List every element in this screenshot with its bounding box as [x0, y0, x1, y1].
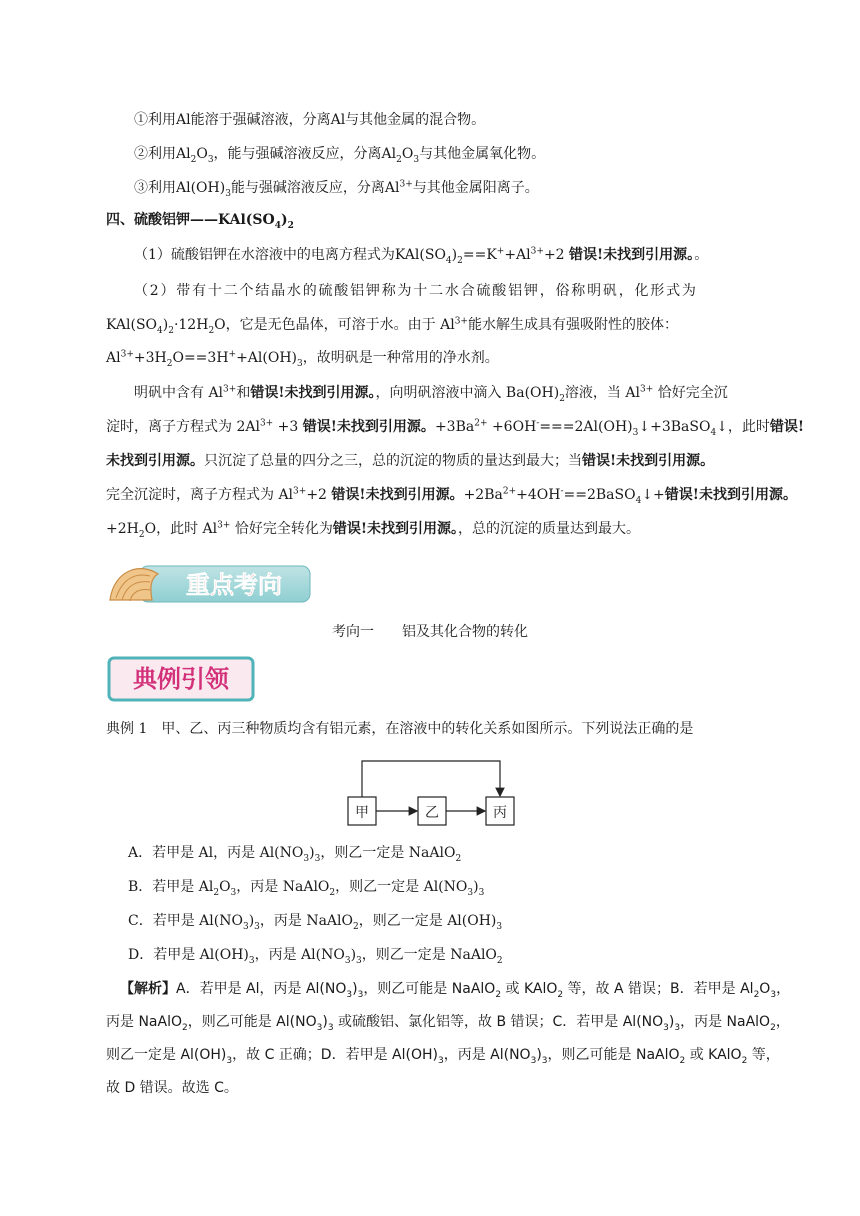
- analysis-line: 【解析】A．若甲是 Al，丙是 $Al(NO_3)_3$，则乙可能是 NaAlO$_2$ 或 KAlO$_2$ 等，故 A 错误；B．若甲是 $Al_2O_3$，: [120, 981, 791, 1000]
- text-line: $KAl(SO_4)_2\cdot 12H_2O$，它是无色晶体，可溶于水。由于 $Al^{3+}$能水解生成具有强吸附性的胶体：: [106, 316, 678, 336]
- banner-example-lead: [106, 655, 256, 703]
- text-line: 淀时，离子方程式为 $2Al^{3+} +3$ 错误!未找到引用源。$+3Ba^{2+}$ $+6OH^-===2Al(OH)_3↓+3BaSO_4↓$，此时错误!: [106, 418, 805, 438]
- text-line: ①利用Al能溶于强碱溶液，分离Al与其他金属的混合物。: [134, 112, 486, 128]
- arrow-jia-bing: [362, 761, 500, 797]
- option-c: C．若甲是 $Al(NO_3)_3$，丙是 NaAlO$_2$，则乙一定是 $Al(OH)_3$: [128, 913, 503, 932]
- text-line: 完全沉淀时，离子方程式为 $Al^{3+}+2$ 错误!未找到引用源。$+2Ba^{2+}+4OH^-==2BaSO_4↓+$错误!未找到引用源。: [106, 486, 797, 506]
- analysis-line: 丙是 NaAlO$_2$，则乙可能是 $Al(NO_3)_3$ 或硫酸铝、氯化铝等，故 B 错误；C．若甲是 $Al(NO_3)_3$，丙是 NaAlO$_2$，: [106, 1014, 790, 1033]
- analysis-line: 故 D 错误。故选 C。: [106, 1080, 238, 1096]
- label-bing: 丙: [493, 805, 507, 821]
- text-line: ②利用$Al_2O_3$，能与强碱溶液反应，分离$Al_2O_3$与其他金属氧化物。: [134, 146, 546, 165]
- text-line: ③利用$Al(OH)_3$能与强碱溶液反应，分离$Al^{3+}$与其他金属阳离子。: [134, 179, 539, 199]
- banner-key-directions: [106, 560, 312, 606]
- section-title: 考向一 铝及其化合物的转化: [332, 624, 528, 640]
- text-line: 未找到引用源。只沉淀了总量的四分之三，总的沉淀的物质的量达到最大；当错误!未找到引用源。: [106, 453, 715, 469]
- option-b: B．若甲是 $Al_2O_3$，丙是 NaAlO$_2$，则乙一定是 $Al(NO_3)_3$: [128, 879, 485, 898]
- text-line: $+2H_2O$，此时 $Al^{3+}$ 恰好完全转化为错误!未找到引用源。，总的沉淀的质量达到最大。: [106, 520, 640, 540]
- example-question: 典例 1 甲、乙、丙三种物质均含有铝元素，在溶液中的转化关系如图所示。下列说法正确的是: [106, 721, 694, 737]
- label-yi: 乙: [425, 805, 439, 821]
- shell-icon: [110, 569, 158, 601]
- text-line: （1）硫酸铝钾在水溶液中的电离方程式为$KAl(SO_4)_2==K^++Al^{3+}+2$ 错误!未找到引用源。。: [134, 246, 709, 266]
- conversion-diagram: [346, 757, 518, 829]
- text-line: （2）带有十二个结晶水的硫酸铝钾称为十二水合硫酸铝钾，俗称明矾，化形式为: [134, 283, 698, 299]
- section-heading: 四、硫酸铝钾$——KAl(SO_4)_2$: [106, 212, 294, 231]
- option-d: D．若甲是 $Al(OH)_3$，丙是 $Al(NO_3)_3$，则乙一定是 NaAlO$_2$: [128, 947, 503, 966]
- banner-title: 典例引领: [133, 665, 229, 693]
- text-line: $Al^{3+}+3H_2O==3H^++Al(OH)_3$，故明矾是一种常用的净水剂。: [106, 349, 499, 369]
- option-a: A．若甲是 Al，丙是 $Al(NO_3)_3$，则乙一定是 NaAlO$_2$: [128, 845, 462, 864]
- label-jia: 甲: [355, 805, 369, 821]
- banner-title: 重点考向: [186, 571, 282, 599]
- analysis-line: 则乙一定是 $Al(OH)_3$，故 C 正确；D．若甲是 $Al(OH)_3$，丙是 $Al(NO_3)_3$，则乙可能是 NaAlO$_2$ 或 KAlO$_2$ 等，: [106, 1047, 780, 1066]
- text-line: 明矾中含有 $Al^{3+}$和错误!未找到引用源。，向明矾溶液中滴入 $Ba(OH)_2$溶液，当 $Al^{3+}$ 恰好完全沉: [134, 384, 728, 404]
